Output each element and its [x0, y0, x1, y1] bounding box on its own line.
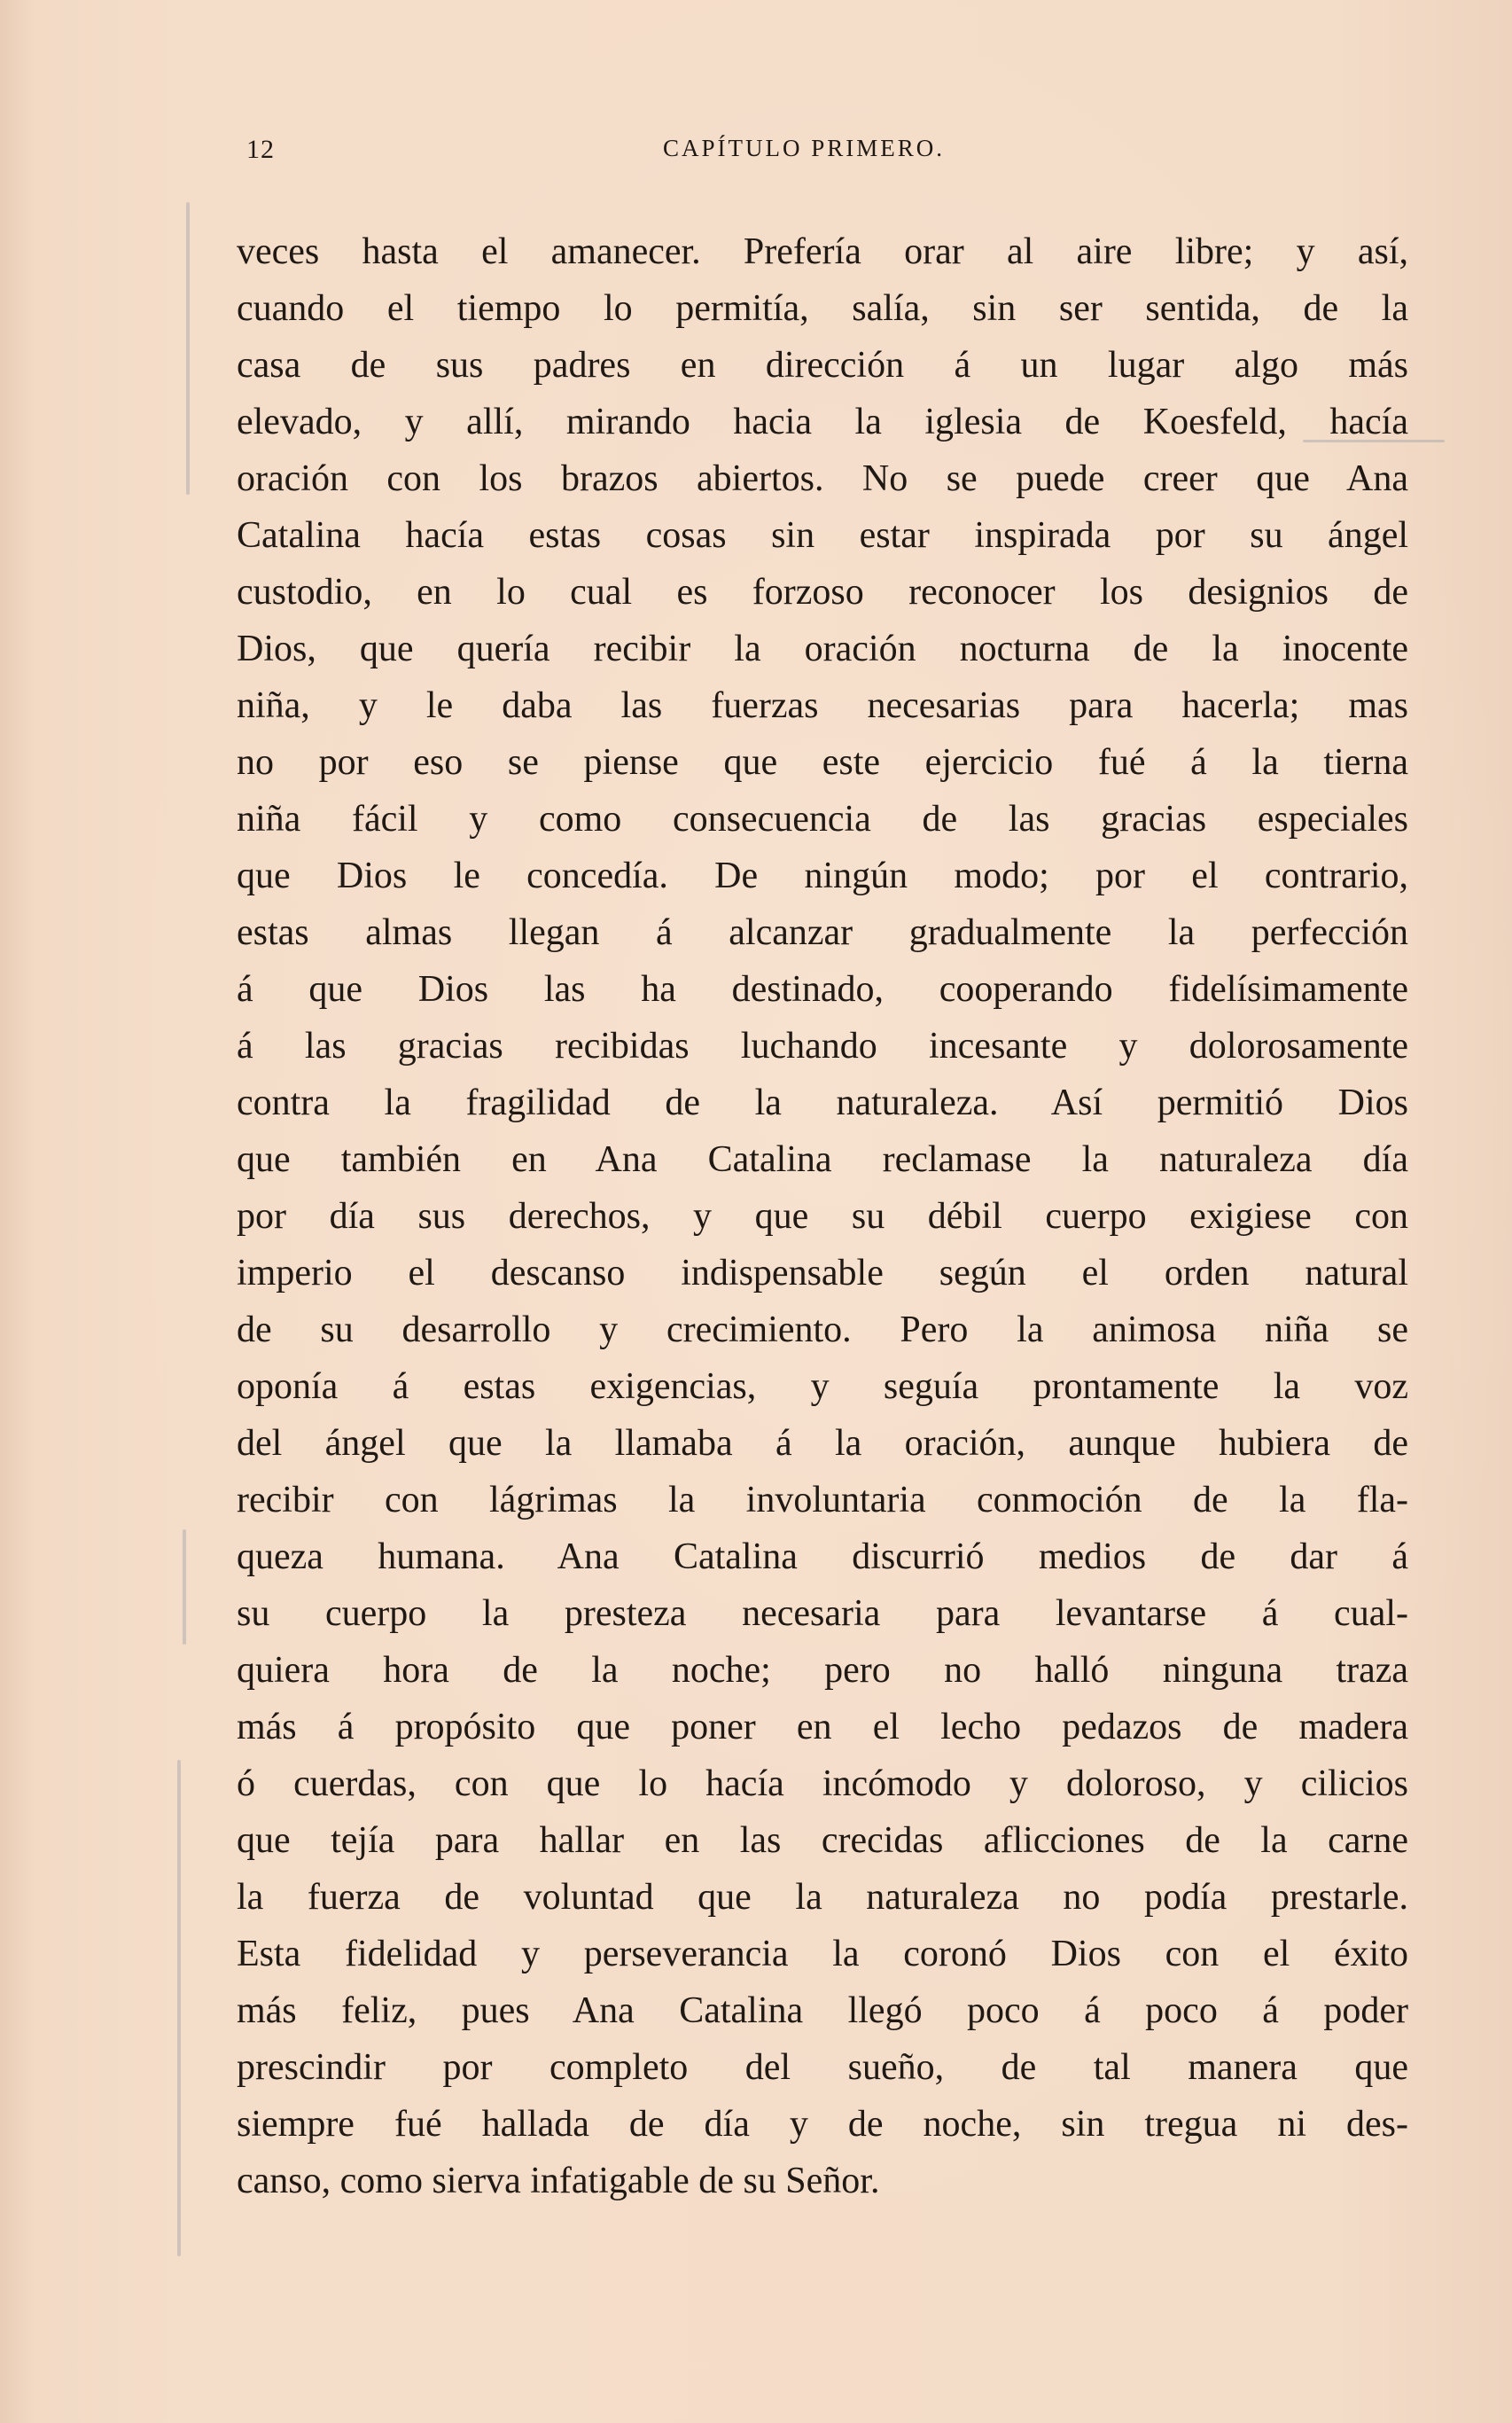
- text-line: de su desarrollo y crecimiento. Pero la animosa niña se: [237, 1309, 1408, 1350]
- text-line: niña fácil y como consecuencia de las gracias especiales: [237, 799, 1408, 840]
- text-line: cuando el tiempo lo permitía, salía, sin ser sentida, de la: [237, 288, 1408, 329]
- text-line: casa de sus padres en dirección á un lugar algo más: [237, 345, 1408, 386]
- text-line: Esta fidelidad y perseverancia la coronó Dios con el éxito: [237, 1934, 1408, 1974]
- text-line: recibir con lágrimas la involuntaria conmoción de la fla-: [237, 1480, 1408, 1520]
- margin-pencil-mark-bottom: [177, 1760, 181, 2256]
- text-line-last: canso, como sierva infatigable de su Señor.: [237, 2161, 880, 2201]
- text-line: siempre fué hallada de día y de noche, sin tregua ni des-: [237, 2104, 1408, 2145]
- running-head: [246, 135, 1407, 170]
- text-line: que Dios le concedía. De ningún modo; por el contrario,: [237, 856, 1408, 896]
- text-line: contra la fragilidad de la naturaleza. Así permitió Dios: [237, 1083, 1408, 1123]
- text-line: á que Dios las ha destinado, cooperando fidelísimamente: [237, 969, 1408, 1010]
- text-line: no por eso se piense que este ejercicio fué á la tierna: [237, 742, 1408, 783]
- text-line: queza humana. Ana Catalina discurrió medios de dar á: [237, 1536, 1408, 1577]
- text-line: más á propósito que poner en el lecho pedazos de madera: [237, 1707, 1408, 1747]
- text-line: elevado, y allí, mirando hacia la iglesia de Koesfeld, hacía: [237, 402, 1408, 442]
- text-line: que tejía para hallar en las crecidas aflicciones de la carne: [237, 1820, 1408, 1861]
- text-line: Catalina hacía estas cosas sin estar inspirada por su ángel: [237, 515, 1408, 556]
- page-number: 12: [246, 135, 275, 164]
- text-line: imperio el descanso indispensable según el orden natural: [237, 1253, 1408, 1294]
- text-line: más feliz, pues Ana Catalina llegó poco á poco á poder: [237, 1990, 1408, 2031]
- text-line: prescindir por completo del sueño, de tal manera que: [237, 2047, 1408, 2088]
- text-line: niña, y le daba las fuerzas necesarias para hacerla; mas: [237, 685, 1408, 726]
- body-text: [237, 223, 1408, 2209]
- margin-pencil-mark-top: [186, 202, 190, 495]
- text-line: ó cuerdas, con que lo hacía incómodo y doloroso, y cilicios: [237, 1763, 1408, 1804]
- text-line: la fuerza de voluntad que la naturaleza no podía prestarle.: [237, 1877, 1408, 1918]
- text-line: Dios, que quería recibir la oración nocturna de la inocente: [237, 629, 1408, 669]
- text-line: que también en Ana Catalina reclamase la naturaleza día: [237, 1139, 1408, 1180]
- text-line: oponía á estas exigencias, y seguía prontamente la voz: [237, 1366, 1408, 1407]
- text-line: estas almas llegan á alcanzar gradualmente la perfección: [237, 912, 1408, 953]
- text-line: veces hasta el amanecer. Prefería orar al aire libre; y así,: [237, 231, 1408, 272]
- text-line: del ángel que la llamaba á la oración, aunque hubiera de: [237, 1423, 1408, 1464]
- text-line: su cuerpo la presteza necesaria para levantarse á cual-: [237, 1593, 1408, 1634]
- text-line: oración con los brazos abiertos. No se puede creer que Ana: [237, 458, 1408, 499]
- text-line: á las gracias recibidas luchando incesante y dolorosamente: [237, 1026, 1408, 1067]
- margin-pencil-mark-middle: [183, 1529, 186, 1645]
- text-line: custodio, en lo cual es forzoso reconocer los designios de: [237, 572, 1408, 613]
- text-line: quiera hora de la noche; pero no halló ninguna traza: [237, 1650, 1408, 1691]
- chapter-title: CAPÍTULO PRIMERO.: [663, 135, 946, 161]
- text-line: por día sus derechos, y que su débil cuerpo exigiese con: [237, 1196, 1408, 1237]
